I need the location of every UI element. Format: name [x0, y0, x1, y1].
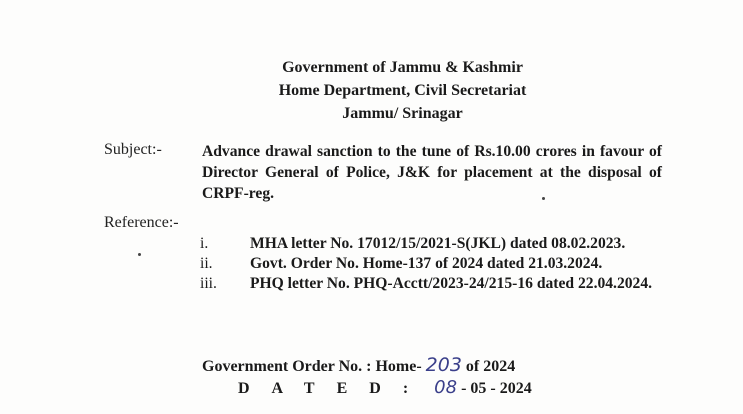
- government-order-number: [202, 354, 515, 376]
- ink-speck: [138, 253, 141, 256]
- subject-label: Subject:-: [104, 141, 162, 158]
- subject-text: Advance drawal sanction to the tune of Rs.10.00 crores in favour of Director General of Police, J&K for placement at the disposal of CRPF-reg.: [202, 143, 662, 202]
- reference-label: Reference:-: [104, 214, 179, 231]
- order-prefix: Government Order No. : Home-: [202, 358, 422, 375]
- reference-number: ii.: [200, 255, 213, 272]
- header-department: Home Department, Civil Secretariat: [278, 82, 527, 99]
- reference-item: [200, 254, 660, 274]
- dated-label: DATED:: [238, 380, 431, 397]
- header-government: Government of Jammu & Kashmir: [282, 59, 523, 76]
- document-header: [0, 56, 743, 125]
- date-day-handwritten: 08: [434, 377, 458, 398]
- date-rest: - 05 - 2024: [461, 380, 532, 397]
- ink-speck: [542, 197, 545, 200]
- reference-item: [200, 234, 660, 254]
- order-number-handwritten: 203: [425, 354, 462, 376]
- reference-text: PHQ letter No. PHQ-Acctt/2023-24/215-16 dated 22.04.2024.: [250, 275, 653, 292]
- order-date: [238, 377, 532, 398]
- reference-text: Govt. Order No. Home-137 of 2024 dated 21.03.2024.: [250, 255, 603, 272]
- header-location: Jammu/ Srinagar: [342, 105, 463, 122]
- reference-number: iii.: [200, 275, 217, 292]
- reference-text: MHA letter No. 17012/15/2021-S(JKL) dated 08.02.2023.: [250, 235, 626, 252]
- order-suffix: of 2024: [465, 358, 516, 375]
- reference-number: i.: [200, 235, 209, 252]
- reference-list: [200, 234, 660, 294]
- reference-item: [200, 274, 660, 294]
